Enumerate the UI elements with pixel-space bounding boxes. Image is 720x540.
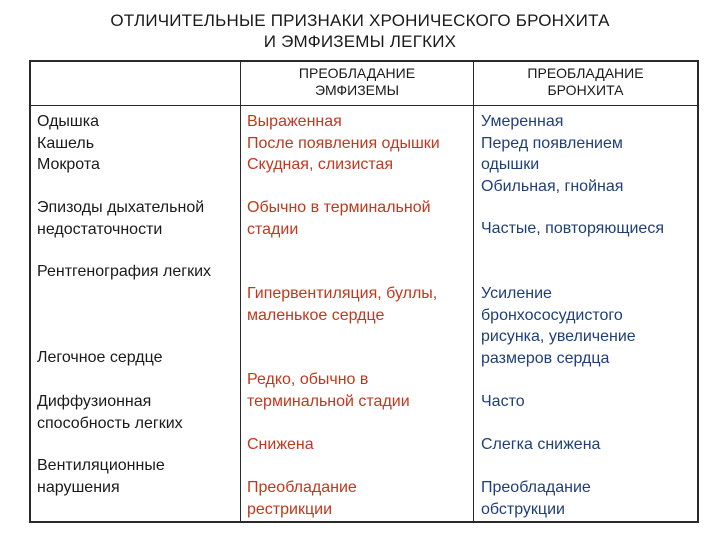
bronchitis-diffusion: Слегка снижена (481, 436, 601, 453)
slide-title (0, 10, 720, 52)
title-line-1: ОТЛИЧИТЕЛЬНЫЕ ПРИЗНАКИ ХРОНИЧЕСКОГО БРОНХИТА (110, 11, 610, 30)
title-line-2: И ЭМФИЗЕМЫ ЛЕГКИХ (263, 32, 457, 51)
emphysema-ventilation: Преобладание рестрикции (247, 479, 357, 518)
row-label-cor-pulmonale: Легочное сердце (37, 349, 163, 366)
emphysema-cor-pulmonale: Редко, обычно в терминальной стадии (247, 371, 410, 410)
row-label-symptoms: Одышка Кашель Мокрота (37, 113, 100, 173)
header-bronchitis: ПРЕОБЛАДАНИЕ БРОНХИТА (527, 65, 644, 98)
row-label-ventilation: Вентиляционные нарушения (37, 457, 165, 496)
column-divider-1 (240, 62, 241, 521)
bronchitis-ventilation: Преобладание обструкции (481, 479, 591, 518)
emphysema-respiratory-failure: Обычно в терминальной стадии (247, 199, 431, 238)
row-label-diffusion: Диффузионная способность легких (37, 393, 183, 432)
bronchitis-symptoms: Умеренная Перед появлением одышки Обильная, гнойная (481, 113, 624, 195)
emphysema-xray: Гипервентиляция, буллы, маленькое сердце (247, 285, 438, 324)
column-divider-2 (473, 62, 474, 521)
header-emphysema: ПРЕОБЛАДАНИЕ ЭМФИЗЕМЫ (298, 65, 416, 98)
emphysema-diffusion: Снижена (247, 436, 314, 453)
bronchitis-respiratory-failure: Частые, повторяющиеся (481, 220, 664, 237)
row-label-respiratory-failure: Эпизоды дыхательной недостаточности (37, 199, 205, 238)
bronchitis-cor-pulmonale: Часто (481, 393, 525, 410)
bronchitis-xray: Усиление бронхососудистого рисунка, увеличение размеров сердца (481, 285, 636, 367)
row-label-xray: Рентгенография легких (37, 263, 211, 280)
emphysema-symptoms: Выраженная После появления одышки Скудная, слизистая (247, 113, 440, 173)
